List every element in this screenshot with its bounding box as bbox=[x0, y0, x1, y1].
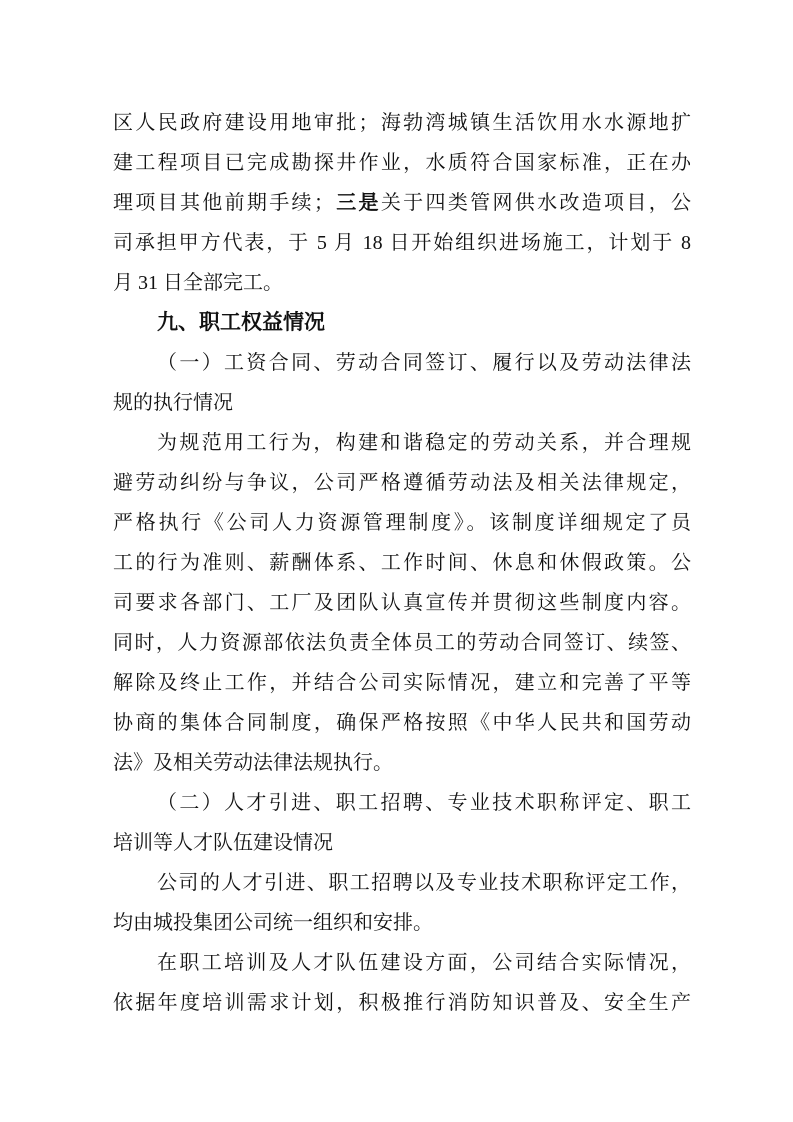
text-line bbox=[113, 983, 691, 1023]
line-text: 在职工培训及人才队伍建设方面，公司结合实际情况， bbox=[157, 952, 691, 974]
text-line bbox=[113, 103, 691, 143]
text-line bbox=[113, 823, 691, 863]
text-line bbox=[113, 183, 691, 223]
document-body bbox=[113, 103, 691, 1023]
line-text: （二）人才引进、职工招聘、专业技术职称评定、职工 bbox=[157, 792, 691, 814]
line-text: 工的行为准则、薪酬体系、工作时间、休息和休假政策。公 bbox=[113, 552, 691, 574]
text-line bbox=[113, 783, 691, 823]
text-line bbox=[113, 543, 691, 583]
line-text: 司承担甲方代表，于 5 月 18 日开始组织进场施工，计划于 8 bbox=[113, 232, 691, 254]
line-text: 协商的集体合同制度，确保严格按照《中华人民共和国劳动 bbox=[113, 712, 691, 734]
text-line bbox=[113, 583, 691, 623]
text-line bbox=[113, 863, 691, 903]
text-line bbox=[113, 743, 691, 783]
text-line bbox=[113, 143, 691, 183]
line-text: 司要求各部门、工厂及团队认真宣传并贯彻这些制度内容。 bbox=[113, 592, 691, 614]
line-text: 公司的人才引进、职工招聘以及专业技术职称评定工作， bbox=[157, 872, 691, 894]
line-text: 依据年度培训需求计划，积极推行消防知识普及、安全生产 bbox=[113, 992, 691, 1014]
text-line bbox=[113, 663, 691, 703]
line-text: 规的执行情况 bbox=[113, 392, 233, 414]
line-text: 区人民政府建设用地审批；海勃湾城镇生活饮用水水源地扩 bbox=[113, 112, 691, 134]
line-text: （一）工资合同、劳动合同签订、履行以及劳动法律法 bbox=[157, 352, 691, 374]
text-line bbox=[113, 223, 691, 263]
text-line bbox=[113, 943, 691, 983]
line-text: 法》及相关劳动法律法规执行。 bbox=[113, 752, 393, 774]
line-text: 严格执行《公司人力资源管理制度》。该制度详细规定了员 bbox=[113, 512, 691, 534]
text-line bbox=[113, 383, 691, 423]
section-heading bbox=[113, 303, 691, 343]
line-text: 均由城投集团公司统一组织和安排。 bbox=[113, 912, 433, 934]
line-text: 为规范用工行为，构建和谐稳定的劳动关系，并合理规 bbox=[157, 432, 691, 454]
text-line bbox=[113, 263, 691, 303]
line-text: 建工程项目已完成勘探井作业，水质符合国家标准，正在办 bbox=[113, 152, 691, 174]
line-text: 关于四类管网供水改造项目，公 bbox=[380, 192, 692, 214]
line-text: 避劳动纠纷与争议，公司严格遵循劳动法及相关法律规定， bbox=[113, 472, 691, 494]
text-line bbox=[113, 463, 691, 503]
line-text: 同时，人力资源部依法负责全体员工的劳动合同签订、续签、 bbox=[113, 632, 691, 654]
text-line bbox=[113, 703, 691, 743]
line-text: 月 31 日全部完工。 bbox=[113, 272, 283, 294]
emphasis-bold-text: 三是 bbox=[333, 192, 381, 214]
text-line bbox=[113, 503, 691, 543]
text-line bbox=[113, 903, 691, 943]
line-text: 理项目其他前期手续； bbox=[113, 192, 334, 214]
text-line bbox=[113, 343, 691, 383]
text-line bbox=[113, 623, 691, 663]
line-text: 解除及终止工作，并结合公司实际情况，建立和完善了平等 bbox=[113, 672, 691, 694]
line-text: 培训等人才队伍建设情况 bbox=[113, 832, 333, 854]
text-line bbox=[113, 423, 691, 463]
emphasis-bold-text: 九、职工权益情况 bbox=[157, 311, 325, 334]
